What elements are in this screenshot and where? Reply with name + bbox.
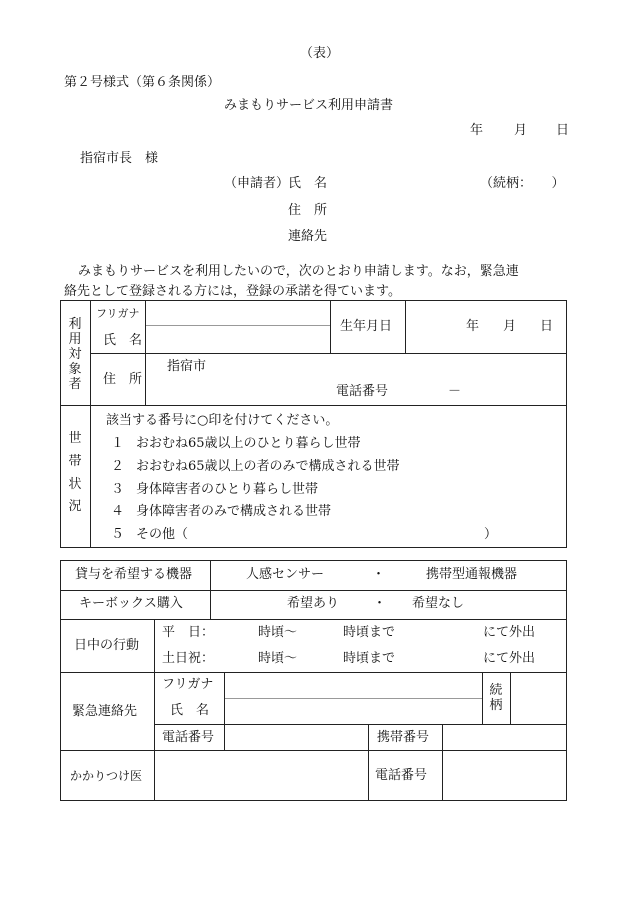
- divider: [90, 405, 91, 548]
- side-label: （表）: [300, 46, 340, 61]
- keybox-option-yes: 希望あり: [287, 596, 340, 611]
- household-option-text: おおむね65歳以上のひとり暮らし世帯: [136, 436, 361, 451]
- subject-birth-label: 生年月日: [340, 319, 393, 334]
- household-option-num: ３: [111, 482, 125, 497]
- household-section-label: 世 帯 状 況: [68, 431, 82, 515]
- divider: [482, 672, 483, 724]
- doctor-phone-label: 電話番号: [375, 768, 428, 783]
- divider: [60, 619, 567, 620]
- form-number: 第２号様式（第６条関係）: [64, 75, 221, 90]
- divider: [330, 300, 331, 353]
- weekend-out: にて外出: [483, 651, 536, 666]
- applicant-relation-label: （続柄： ）: [480, 176, 565, 191]
- weekday-label: 平 日：: [162, 625, 215, 640]
- divider: [224, 698, 482, 699]
- weekend-from: 時頃～: [258, 651, 298, 666]
- divider: [442, 724, 443, 801]
- household-option-num: １: [111, 436, 125, 451]
- subject-birth-day: 日: [540, 319, 554, 334]
- household-instruction: 該当する番号に○印を付けてください。: [106, 413, 339, 428]
- emergency-furigana-label: フリガナ: [162, 677, 214, 692]
- divider: [154, 724, 567, 725]
- divider: [154, 619, 155, 801]
- divider: [60, 405, 567, 406]
- divider: [224, 672, 225, 750]
- weekday-to: 時頃まで: [343, 625, 396, 640]
- subject-birth-month: 月: [503, 319, 517, 334]
- applicant-address-label: 住 所: [288, 203, 328, 218]
- daytime-label: 日中の行動: [74, 638, 140, 653]
- applicant-label: （申請者）: [224, 176, 290, 191]
- intro-line-1: みまもりサービスを利用したいので，次のとおり申請します。なお，緊急連: [78, 264, 519, 279]
- divider: [60, 590, 567, 591]
- device-option-portable: 携帯型通報機器: [426, 567, 518, 582]
- divider: [60, 672, 567, 673]
- emergency-mobile-label: 携帯番号: [377, 730, 430, 745]
- subject-phone-label: 電話番号: [336, 384, 389, 399]
- divider: [368, 724, 369, 801]
- divider: [510, 672, 511, 724]
- household-option-text: 身体障害者のみで構成される世帯: [136, 504, 332, 519]
- subject-section-label: 利 用 対 象 者: [68, 317, 82, 392]
- household-option-num: ４: [111, 504, 125, 519]
- doctor-label: かかりつけ医: [70, 769, 143, 783]
- weekend-to: 時頃まで: [343, 651, 396, 666]
- applicant-name-label: 氏 名: [288, 176, 328, 191]
- keybox-option-no: 希望なし: [412, 596, 465, 611]
- emergency-label: 緊急連絡先: [72, 704, 138, 719]
- divider: [90, 353, 567, 354]
- emergency-name-label: 氏 名: [170, 703, 210, 718]
- weekday-from: 時頃～: [258, 625, 298, 640]
- subject-furigana-label: フリガナ: [96, 307, 140, 320]
- date-day-label: 日: [556, 123, 570, 138]
- date-month-label: 月: [514, 123, 528, 138]
- divider: [210, 560, 211, 619]
- keybox-label: キーボックス購入: [79, 596, 183, 611]
- household-other-close: ）: [484, 527, 498, 542]
- household-option-text: おおむね65歳以上の者のみで構成される世帯: [136, 459, 400, 474]
- subject-phone-separator: －: [448, 384, 462, 399]
- subject-name-label: 氏 名: [103, 333, 143, 348]
- applicant-contact-label: 連絡先: [288, 229, 328, 244]
- date-year-label: 年: [470, 123, 484, 138]
- divider: [90, 300, 91, 405]
- subject-birth-year: 年: [466, 319, 480, 334]
- subject-address-value: 指宿市: [167, 359, 207, 374]
- device-label: 貸与を希望する機器: [75, 567, 193, 582]
- divider: [145, 325, 330, 326]
- household-option-num: ２: [111, 459, 125, 474]
- household-option-num: ５: [111, 527, 125, 542]
- household-option-text: 身体障害者のひとり暮らし世帯: [136, 482, 319, 497]
- weekend-label: 土日祝：: [162, 651, 215, 666]
- subject-address-label: 住 所: [103, 372, 143, 387]
- keybox-option-separator: ・: [373, 596, 387, 611]
- intro-line-2: 絡先として登録される方には，登録の承諾を得ています。: [64, 284, 401, 299]
- form-title: みまもりサービス利用申請書: [224, 98, 394, 113]
- device-option-sensor: 人感センサー: [246, 567, 325, 582]
- divider: [405, 300, 406, 353]
- weekday-out: にて外出: [483, 625, 536, 640]
- divider: [60, 750, 567, 751]
- addressee: 指宿市長 様: [80, 151, 159, 166]
- household-option-text: その他（: [136, 527, 189, 542]
- divider: [145, 300, 146, 405]
- emergency-phone-label: 電話番号: [162, 730, 215, 745]
- emergency-relation-label: 続 柄: [489, 683, 503, 713]
- device-option-separator: ・: [372, 567, 386, 582]
